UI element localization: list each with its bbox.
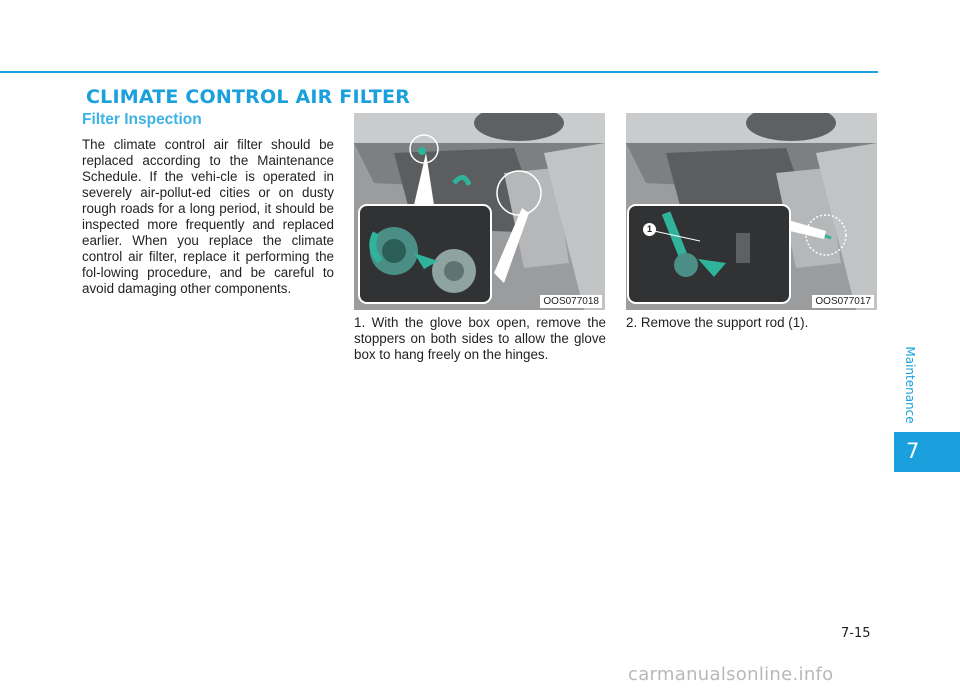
step-1: 1. With the glove box open, remove the stoppers on both sides to allow the glove box to hang freely on the hinges. [354,315,606,362]
watermark: carmanualsonline.info [628,664,834,685]
step-2: 2. Remove the support rod (1). [626,315,809,330]
glove-box-stoppers-illustration [354,113,605,310]
support-rod-illustration [626,113,877,310]
header-rule [0,71,878,73]
subsection-title: Filter Inspection [82,111,202,128]
section-title: CLIMATE CONTROL AIR FILTER [86,86,411,108]
figure-support-rod [626,113,877,310]
figure-code: OOS077017 [812,295,874,308]
callout-1-badge [643,223,656,236]
chapter-number: 7 [906,439,920,463]
figure-glove-box-stoppers [354,113,605,310]
figure-code: OOS077018 [540,295,602,308]
intro-paragraph-text: The climate control air filter should be replaced according to the Maintenance Schedule. If the vehi-cle is operated in severely air-pollut-ed cities or on dusty rough roads for a long period, it should be inspected more frequently and replaced earlier. When you replace the climate control air filter, replace it performing the fol-lowing procedure, and be careful to avoid damaging other components. [82,137,334,296]
chapter-tab [894,432,960,472]
chapter-side-label-text: Maintenance [903,346,917,424]
intro-paragraph [82,137,334,297]
page-number: 7-15 [841,626,871,641]
chapter-side-label [895,335,925,435]
callout-1-label: 1 [646,224,652,234]
